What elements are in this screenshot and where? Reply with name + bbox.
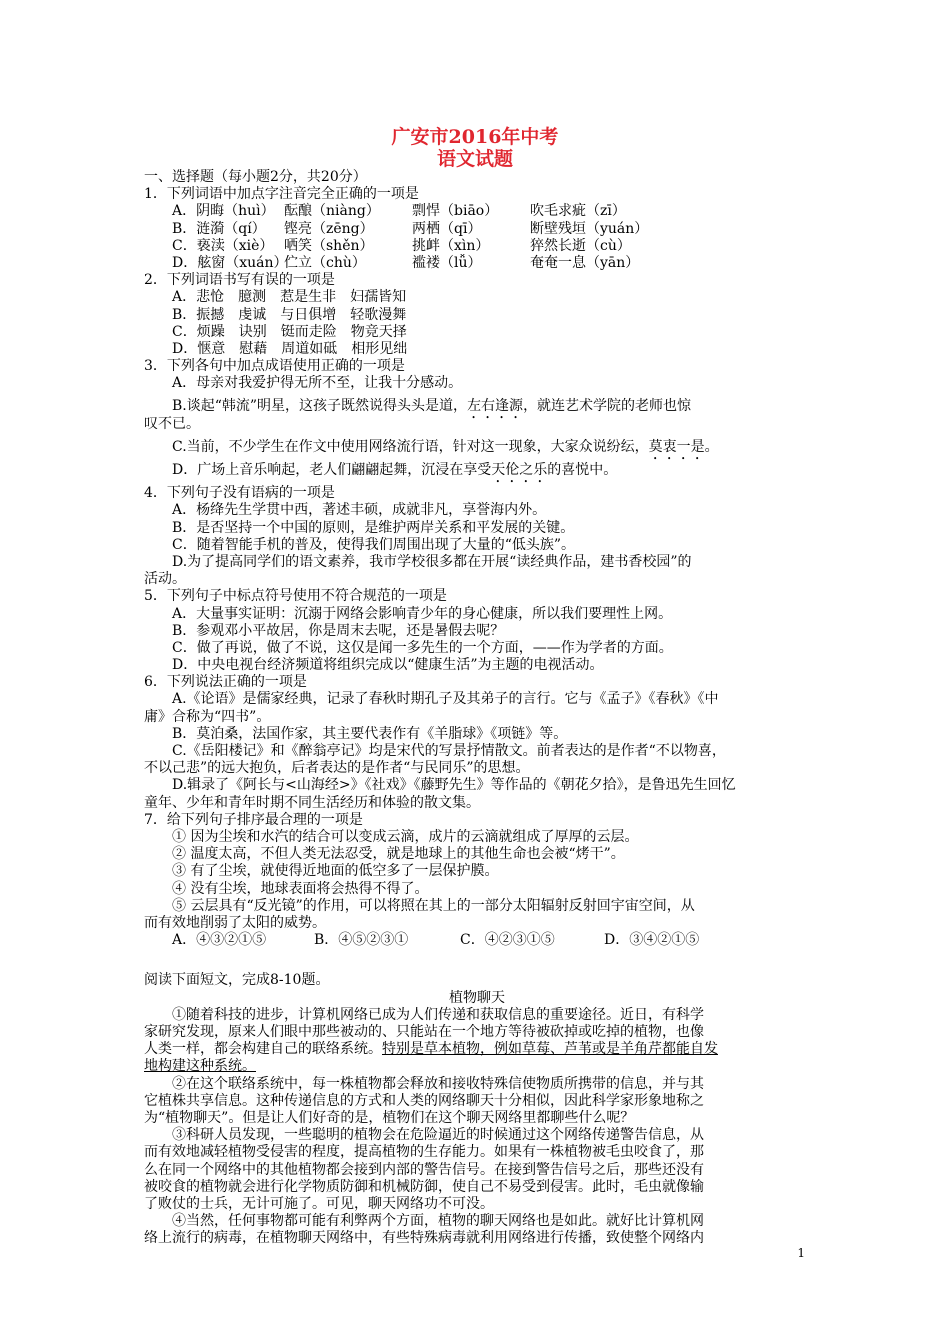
q7-option-b: B．④⑤②③①	[314, 932, 409, 949]
q4-stem: 4．下列句子没有语病的一项是	[144, 485, 335, 502]
q3-c-text2: 。	[704, 438, 719, 455]
q1-c-2: 哂笑（shěn）	[284, 237, 374, 254]
section-heading: 一、选择题（每小题2分，共20分）	[144, 169, 367, 185]
reading-p3-line5: 了败仗的士兵，无计可施了。可见，聊天网络功不可没。	[144, 1195, 494, 1212]
q3-b-text2: ，就连艺术学院的老师也惊	[523, 398, 692, 415]
reading-p4-line2: 络上流行的病毒，在植物聊天网络中，有些特殊病毒就利用网络进行传播，致使整个网络内	[144, 1230, 704, 1247]
q1-a-4: 吹毛求疵（zī）	[530, 203, 626, 220]
q7-sentence-4: ④ 没有尘埃，地球表面将会热得不得了。	[172, 880, 429, 897]
q2-option-d: D．惬意 慰藉 周道如砥 相形见绌	[172, 340, 408, 357]
q5-option-c: C．做了再说，做了不说，这仅是闻一多先生的一个方面，——作为学者的方面。	[172, 639, 673, 656]
reading-p1-underlined: 特别是草本植物，例如草莓、芦苇或是羊角芹都能自发	[382, 1041, 718, 1058]
q2-option-b: B．振撼 虔诚 与日俱增 轻歌漫舞	[172, 306, 407, 323]
q5-option-b: B．参观邓小平故居，你是周末去呢，还是暑假去呢？	[172, 622, 505, 639]
q4-option-c: C．随着智能手机的普及，使得我们周围出现了大量的“低头族”。	[172, 536, 576, 553]
reading-p3-line3: 么在同一个网络中的其他植物都会接到内部的警告信号。在接到警告信号之后，那些还没有	[144, 1161, 704, 1178]
reading-p2-line2: 它植株共享信息。这种传递信息的方式和人类的网络聊天十分相似，因此科学家形象地称之	[144, 1092, 704, 1109]
q2-option-a: A．悲怆 臆测 惹是生非 妇孺皆知	[172, 289, 407, 306]
q6-option-c: C.《岳阳楼记》和《醉翁亭记》均是宋代的写景抒情散文。前者表达的是作者“不以物喜，	[172, 743, 726, 759]
q6-option-a-cont: 庸》合称为“四书”。	[144, 708, 271, 725]
q6-option-b: B．莫泊桑，法国作家，其主要代表作有《羊脂球》《项链》等。	[172, 725, 568, 742]
q1-stem: 1．下列词语中加点字注音完全正确的一项是	[144, 186, 419, 203]
q7-sentence-1: ① 因为尘埃和水汽的结合可以变成云滴，成片的云滴就组成了厚厚的云层。	[172, 828, 639, 845]
q7-option-d: D．③④②①⑤	[604, 932, 700, 949]
q1-d-2: 伫立（chù）	[284, 254, 366, 271]
reading-p3-line1: ③科研人员发现，一些聪明的植物会在危险逼近的时候通过这个网络传递警告信息，从	[172, 1127, 704, 1144]
reading-p1-line1: ①随着科技的进步，计算机网络已成为人们传递和获取信息的重要途径。近日，有科学	[172, 1006, 704, 1023]
q3-d-text: D．广场上音乐响起，老人们翩翩起舞，沉浸在享受	[172, 462, 492, 478]
q3-d-text2: 的喜悦中。	[547, 462, 618, 478]
reading-p3-line4: 被咬食的植物就会进行化学物质防御和机械防御，使自己不易受到侵害。此时，毛虫就像输	[144, 1178, 704, 1195]
reading-p1-line3	[144, 1041, 810, 1058]
q3-stem: 3．下列各句中加点成语使用正确的一项是	[144, 358, 405, 375]
q1-b-3: 两栖（qī）	[412, 220, 482, 237]
q1-a-1: A．阴晦（huì）	[172, 203, 275, 220]
reading-p1-line4	[144, 1058, 810, 1075]
q6-stem: 6．下列说法正确的一项是	[144, 674, 307, 691]
exam-subtitle: 语文试题	[436, 148, 513, 170]
reading-p1-underlined-cont: 地构建这种系统。	[144, 1058, 256, 1075]
reading-p2-line1: ②在这个联络系统中，每一株植物都会释放和接收特殊信使物质所携带的信息，并与其	[172, 1075, 704, 1092]
q4-option-a: A．杨绛先生学贯中西，著述丰硕，成就非凡，享誉海内外。	[172, 502, 547, 519]
q6-option-d-cont: 童年、少年和青年时期不同生活经历和体验的散文集。	[144, 794, 480, 811]
reading-p1-plain: 人类一样，都会构建自己的联络系统。	[144, 1041, 382, 1058]
q3-c-idiom: 莫衷一是	[648, 438, 705, 455]
q1-option-c	[144, 238, 810, 255]
reading-p1-line2: 家研究发现，原来人们眼中那些被动的、只能站在一个地方等待被砍掉或吃掉的植物，也像	[144, 1024, 704, 1040]
reading-p2-line3: 为“植物聊天”。但是让人们好奇的是，植物们在这个聊天网络里都聊些什么呢？	[144, 1109, 635, 1126]
reading-intro: 阅读下面短文，完成8-10题。	[144, 972, 330, 989]
q4-option-d: D.为了提高同学们的语文素养，我市学校很多都在开展“读经典作品，建书香校园”的	[172, 553, 692, 570]
q1-option-b	[144, 221, 810, 238]
q3-option-c	[144, 439, 810, 456]
q3-option-d	[144, 462, 810, 479]
q3-d-idiom: 天伦之乐	[491, 462, 548, 478]
q3-c-text: C.当前，不少学生在作文中使用网络流行语，针对这一现象，大家众说纷纭，	[172, 438, 649, 455]
q7-option-a: A．④③②①⑤	[172, 932, 267, 949]
page-number: 1	[797, 1246, 805, 1260]
q7-sentence-3: ③ 有了尘埃，就使得近地面的低空多了一层保护膜。	[172, 863, 499, 880]
q1-d-3: 褴褛（lǚ）	[412, 254, 482, 271]
reading-p3-line2: 而有效地减轻植物受侵害的程度，提高植物的生存能力。如果有一株植物被毛虫咬食了，那	[144, 1144, 704, 1161]
exam-title: 广安市2016年中考	[391, 126, 559, 148]
q5-option-a: A．大量事实证明：沉溺于网络会影响青少年的身心健康，所以我们要理性上网。	[172, 605, 673, 622]
q1-a-3: 剽悍（biāo）	[412, 203, 499, 220]
reading-title: 植物聊天	[449, 989, 505, 1006]
q7-sentence-5-cont: 而有效地削弱了太阳的威势。	[144, 914, 326, 931]
q1-d-4: 奄奄一息（yān）	[530, 254, 640, 271]
q7-options	[144, 932, 810, 949]
q2-stem: 2．下列词语书写有误的一项是	[144, 272, 335, 289]
q1-option-d	[144, 255, 810, 272]
q3-option-b	[144, 398, 810, 415]
q6-option-d: D.辑录了《阿长与<山海经>》《社戏》《藤野先生》等作品的《朝花夕拾》，是鲁迅先生回忆	[172, 777, 736, 794]
q3-option-a: A．母亲对我爱护得无所不至，让我十分感动。	[172, 375, 463, 392]
q6-option-c-cont: 不以己悲”的远大抱负，后者表达的是作者“与民同乐”的思想。	[144, 760, 530, 777]
q1-a-2: 酝酿（niàng）	[284, 203, 380, 220]
reading-p4-line1: ④当然，任何事物都可能有利弊两个方面，植物的聊天网络也是如此。就好比计算机网	[172, 1213, 704, 1230]
q1-b-4: 断壁残垣（yuán）	[530, 220, 649, 237]
q7-option-c: C．④②③①⑤	[460, 932, 555, 949]
q1-option-a	[144, 203, 810, 220]
q1-c-4: 猝然长逝（cù）	[530, 237, 631, 254]
q1-c-1: C．亵渎（xiè）	[172, 237, 274, 254]
document-body	[144, 169, 810, 1247]
q5-stem: 5．下列句子中标点符号使用不符合规范的一项是	[144, 588, 447, 605]
q2-option-c: C．烦躁 诀别 铤而走险 物竞天择	[172, 323, 407, 340]
q3-option-b-cont: 叹不已。	[144, 415, 200, 432]
q7-sentence-2: ② 温度太高，不但人类无法忍受，就是地球上的其他生命也会被“烤干”。	[172, 846, 625, 863]
q1-b-2: 铿亮（zēng）	[284, 220, 374, 237]
q5-option-d: D．中央电视台经济频道将组织完成以“健康生活”为主题的电视活动。	[172, 657, 604, 674]
q1-b-1: B．涟漪（qí）	[172, 220, 266, 237]
q4-option-d-cont: 活动。	[144, 571, 186, 588]
q3-b-idiom: 左右逢源	[467, 398, 524, 415]
q1-d-1: D．舷窗（xuán）	[172, 254, 288, 271]
q3-b-text: B.谈起“韩流”明星，这孩子既然说得头头是道，	[172, 398, 468, 415]
q7-stem: 7．给下列句子排序最合理的一项是	[144, 811, 363, 828]
q4-option-b: B．是否坚持一个中国的原则，是维护两岸关系和平发展的关键。	[172, 519, 575, 536]
q6-option-a: A.《论语》是儒家经典，记录了春秋时期孔子及其弟子的言行。它与《孟子》《春秋》《中	[172, 691, 719, 708]
q7-sentence-5: ⑤ 云层具有“反光镜”的作用，可以将照在其上的一部分太阳辐射反射回宇宙空间，从	[172, 897, 695, 914]
q1-c-3: 挑衅（xìn）	[412, 237, 490, 254]
